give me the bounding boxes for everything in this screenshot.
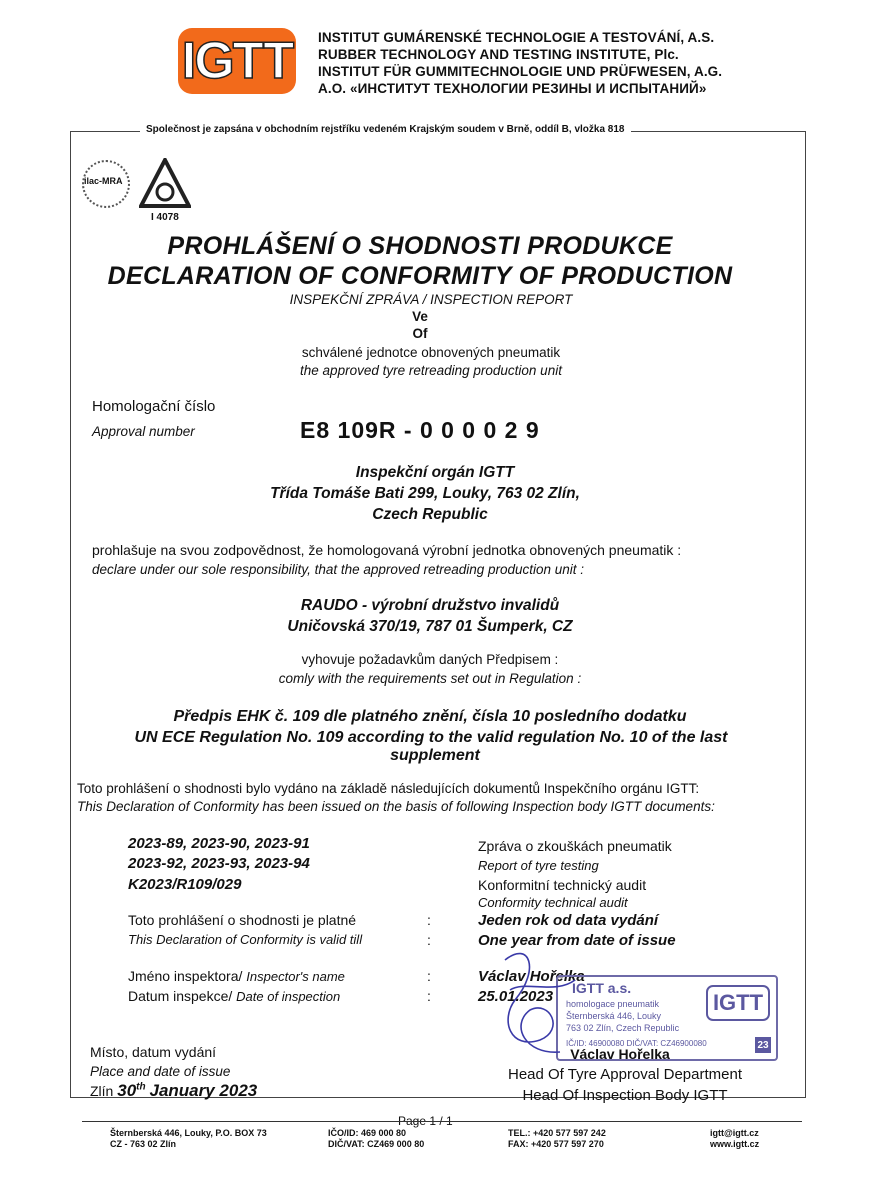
footer-address-1: Šternberská 446, Louky, P.O. BOX 73 — [110, 1128, 267, 1138]
footer-fax: FAX: +420 577 597 270 — [508, 1139, 604, 1149]
stamp-logo: IGTT — [706, 985, 770, 1021]
signatory-title-1: Head Of Tyre Approval Department — [507, 1066, 742, 1083]
unit-en: the approved tyre retreading production unit — [300, 363, 562, 378]
registration-note: Společnost je zapsána v obchodním rejstříku vedeném Krajským soudem v Brně, oddíl B, vložka 818 — [140, 124, 631, 135]
approval-label-cz: Homologační číslo — [92, 398, 216, 415]
stamp-line-1: homologace pneumatik — [566, 999, 660, 1009]
of-label: Of — [412, 326, 428, 341]
issue-label-cz: Místo, datum vydání — [90, 1044, 217, 1060]
inspector-name: Václav Hořelka — [478, 968, 585, 985]
footer-address-2: CZ - 763 02 Zlín — [110, 1139, 177, 1149]
signatory-name: Václav Hořelka — [570, 1046, 670, 1062]
validity-colon-en: : — [427, 932, 431, 948]
report-subtitle: INSPEKČNÍ ZPRÁVA / INSPECTION REPORT — [289, 292, 573, 307]
regulation-cz: Předpis EHK č. 109 dle platného znění, čísla 10 posledního dodatku — [173, 708, 687, 725]
inspector-colon: : — [427, 968, 431, 984]
footer-email[interactable]: igtt@igtt.cz — [710, 1128, 759, 1138]
title-cz: PROHLÁŠENÍ O SHODNOSTI PRODUKCE — [167, 232, 673, 260]
footer-tel: TEL.: +420 577 597 242 — [508, 1128, 606, 1138]
inspection-body-country: Czech Republic — [372, 506, 488, 523]
igtt-logo: IGTT — [178, 28, 296, 94]
footer-ico: IČO/ID: 469 000 80 — [328, 1128, 407, 1138]
validity-label-cz: Toto prohlášení o shodnosti je platné — [128, 912, 357, 928]
header-line-en: RUBBER TECHNOLOGY AND TESTING INSTITUTE, Plc. — [318, 47, 679, 62]
issue-month-year: January 2023 — [149, 1081, 258, 1100]
footer-web[interactable]: www.igtt.cz — [710, 1139, 760, 1149]
validity-label-en: This Declaration of Conformity is valid till — [128, 932, 363, 947]
inspector-name-label: Jméno inspektora/ Inspector's name — [128, 968, 345, 984]
regulation-en-cont: supplement — [390, 747, 480, 764]
complies-cz: vyhovuje požadavkům daných Předpisem : — [301, 652, 559, 667]
issue-day: 30th — [117, 1081, 146, 1100]
approval-number: E8 109R - 0 0 0 0 2 9 — [300, 417, 540, 443]
validity-value-en: One year from date of issue — [478, 932, 676, 949]
page-number: Page 1 / 1 — [398, 1114, 453, 1128]
validity-colon: : — [427, 912, 431, 928]
audit-cz: Konformitní technický audit — [478, 877, 647, 893]
title-en: DECLARATION OF CONFORMITY OF PRODUCTION — [107, 262, 733, 290]
header-line-de: INSTITUT FÜR GUMMITECHNOLOGIE UND PRÜFWESEN, A.G. — [318, 64, 723, 79]
audit-en: Conformity technical audit — [478, 895, 628, 910]
inspection-body-name: Inspekční orgán IGTT — [355, 464, 515, 481]
footer-dic: DIČ/VAT: CZ469 000 80 — [328, 1139, 425, 1149]
manufacturer-name: RAUDO - výrobní družstvo invalidů — [300, 597, 560, 614]
issue-place-date — [90, 1081, 257, 1101]
documents-line-2: 2023-92, 2023-93, 2023-94 — [128, 855, 310, 872]
issue-city: Zlín — [90, 1083, 114, 1099]
stamp-line-4: IČ/ID: 46900080 DIČ/VAT: CZ46900080 — [566, 1039, 707, 1048]
basis-cz: Toto prohlášení o shodnosti bylo vydáno na základě následujících dokumentů Inspekčního orgánu IGTT: — [77, 781, 700, 796]
unit-cz: schválené jednotce obnovených pneumatik — [301, 345, 561, 360]
ve-label: Ve — [412, 309, 428, 324]
cert-number: I 4078 — [151, 212, 179, 223]
header-line-cz: INSTITUT GUMÁRENSKÉ TECHNOLOGIE A TESTOVÁNÍ, A.S. — [318, 30, 715, 45]
accreditation-triangle-icon — [139, 158, 191, 210]
declare-cz: prohlašuje na svou zodpovědnost, že homologovaná výrobní jednotka obnovených pneumatik : — [92, 542, 682, 558]
date-colon: : — [427, 988, 431, 1004]
report-testing-cz: Zpráva o zkouškách pneumatik — [478, 838, 672, 854]
regulation-en: UN ECE Regulation No. 109 according to the valid regulation No. 10 of the last — [134, 729, 728, 746]
handwritten-signature — [470, 940, 590, 1060]
signatory-title-2: Head Of Inspection Body IGTT — [522, 1087, 728, 1104]
declare-en: declare under our sole responsibility, that the approved retreading production unit : — [92, 562, 585, 577]
basis-en: This Declaration of Conformity has been issued on the basis of following Inspection body IGTT documents: — [77, 799, 715, 814]
inspection-date-label: Datum inspekce/ Date of inspection — [128, 988, 341, 1004]
complies-en: comly with the requirements set out in Regulation : — [278, 671, 582, 686]
validity-value-cz: Jeden rok od data vydání — [478, 912, 659, 929]
inspection-date: 25.01.2023 — [478, 988, 554, 1005]
stamp-company: IGTT a.s. — [572, 980, 632, 996]
stamp-number: 23 — [755, 1037, 771, 1053]
stamp-line-3: 763 02 Zlín, Czech Republic — [566, 1023, 680, 1033]
footer-divider — [82, 1121, 802, 1122]
inspection-body-address: Třída Tomáše Bati 299, Louky, 763 02 Zlín, — [270, 485, 580, 502]
ilac-label: ilac-MRA — [84, 176, 123, 186]
stamp-line-2: Šternberská 446, Louky — [566, 1011, 662, 1021]
issue-label-en: Place and date of issue — [90, 1064, 231, 1079]
documents-line-3: K2023/R109/029 — [128, 876, 242, 893]
header-line-ru: А.О. «ИНСТИТУТ ТЕХНОЛОГИИ РЕЗИНЫ И ИСПЫТАНИЙ» — [318, 81, 707, 96]
documents-line-1: 2023-89, 2023-90, 2023-91 — [128, 835, 310, 852]
approval-label-en: Approval number — [92, 424, 195, 439]
report-testing-en: Report of tyre testing — [478, 858, 599, 873]
manufacturer-address: Uničovská 370/19, 787 01 Šumperk, CZ — [287, 618, 573, 635]
